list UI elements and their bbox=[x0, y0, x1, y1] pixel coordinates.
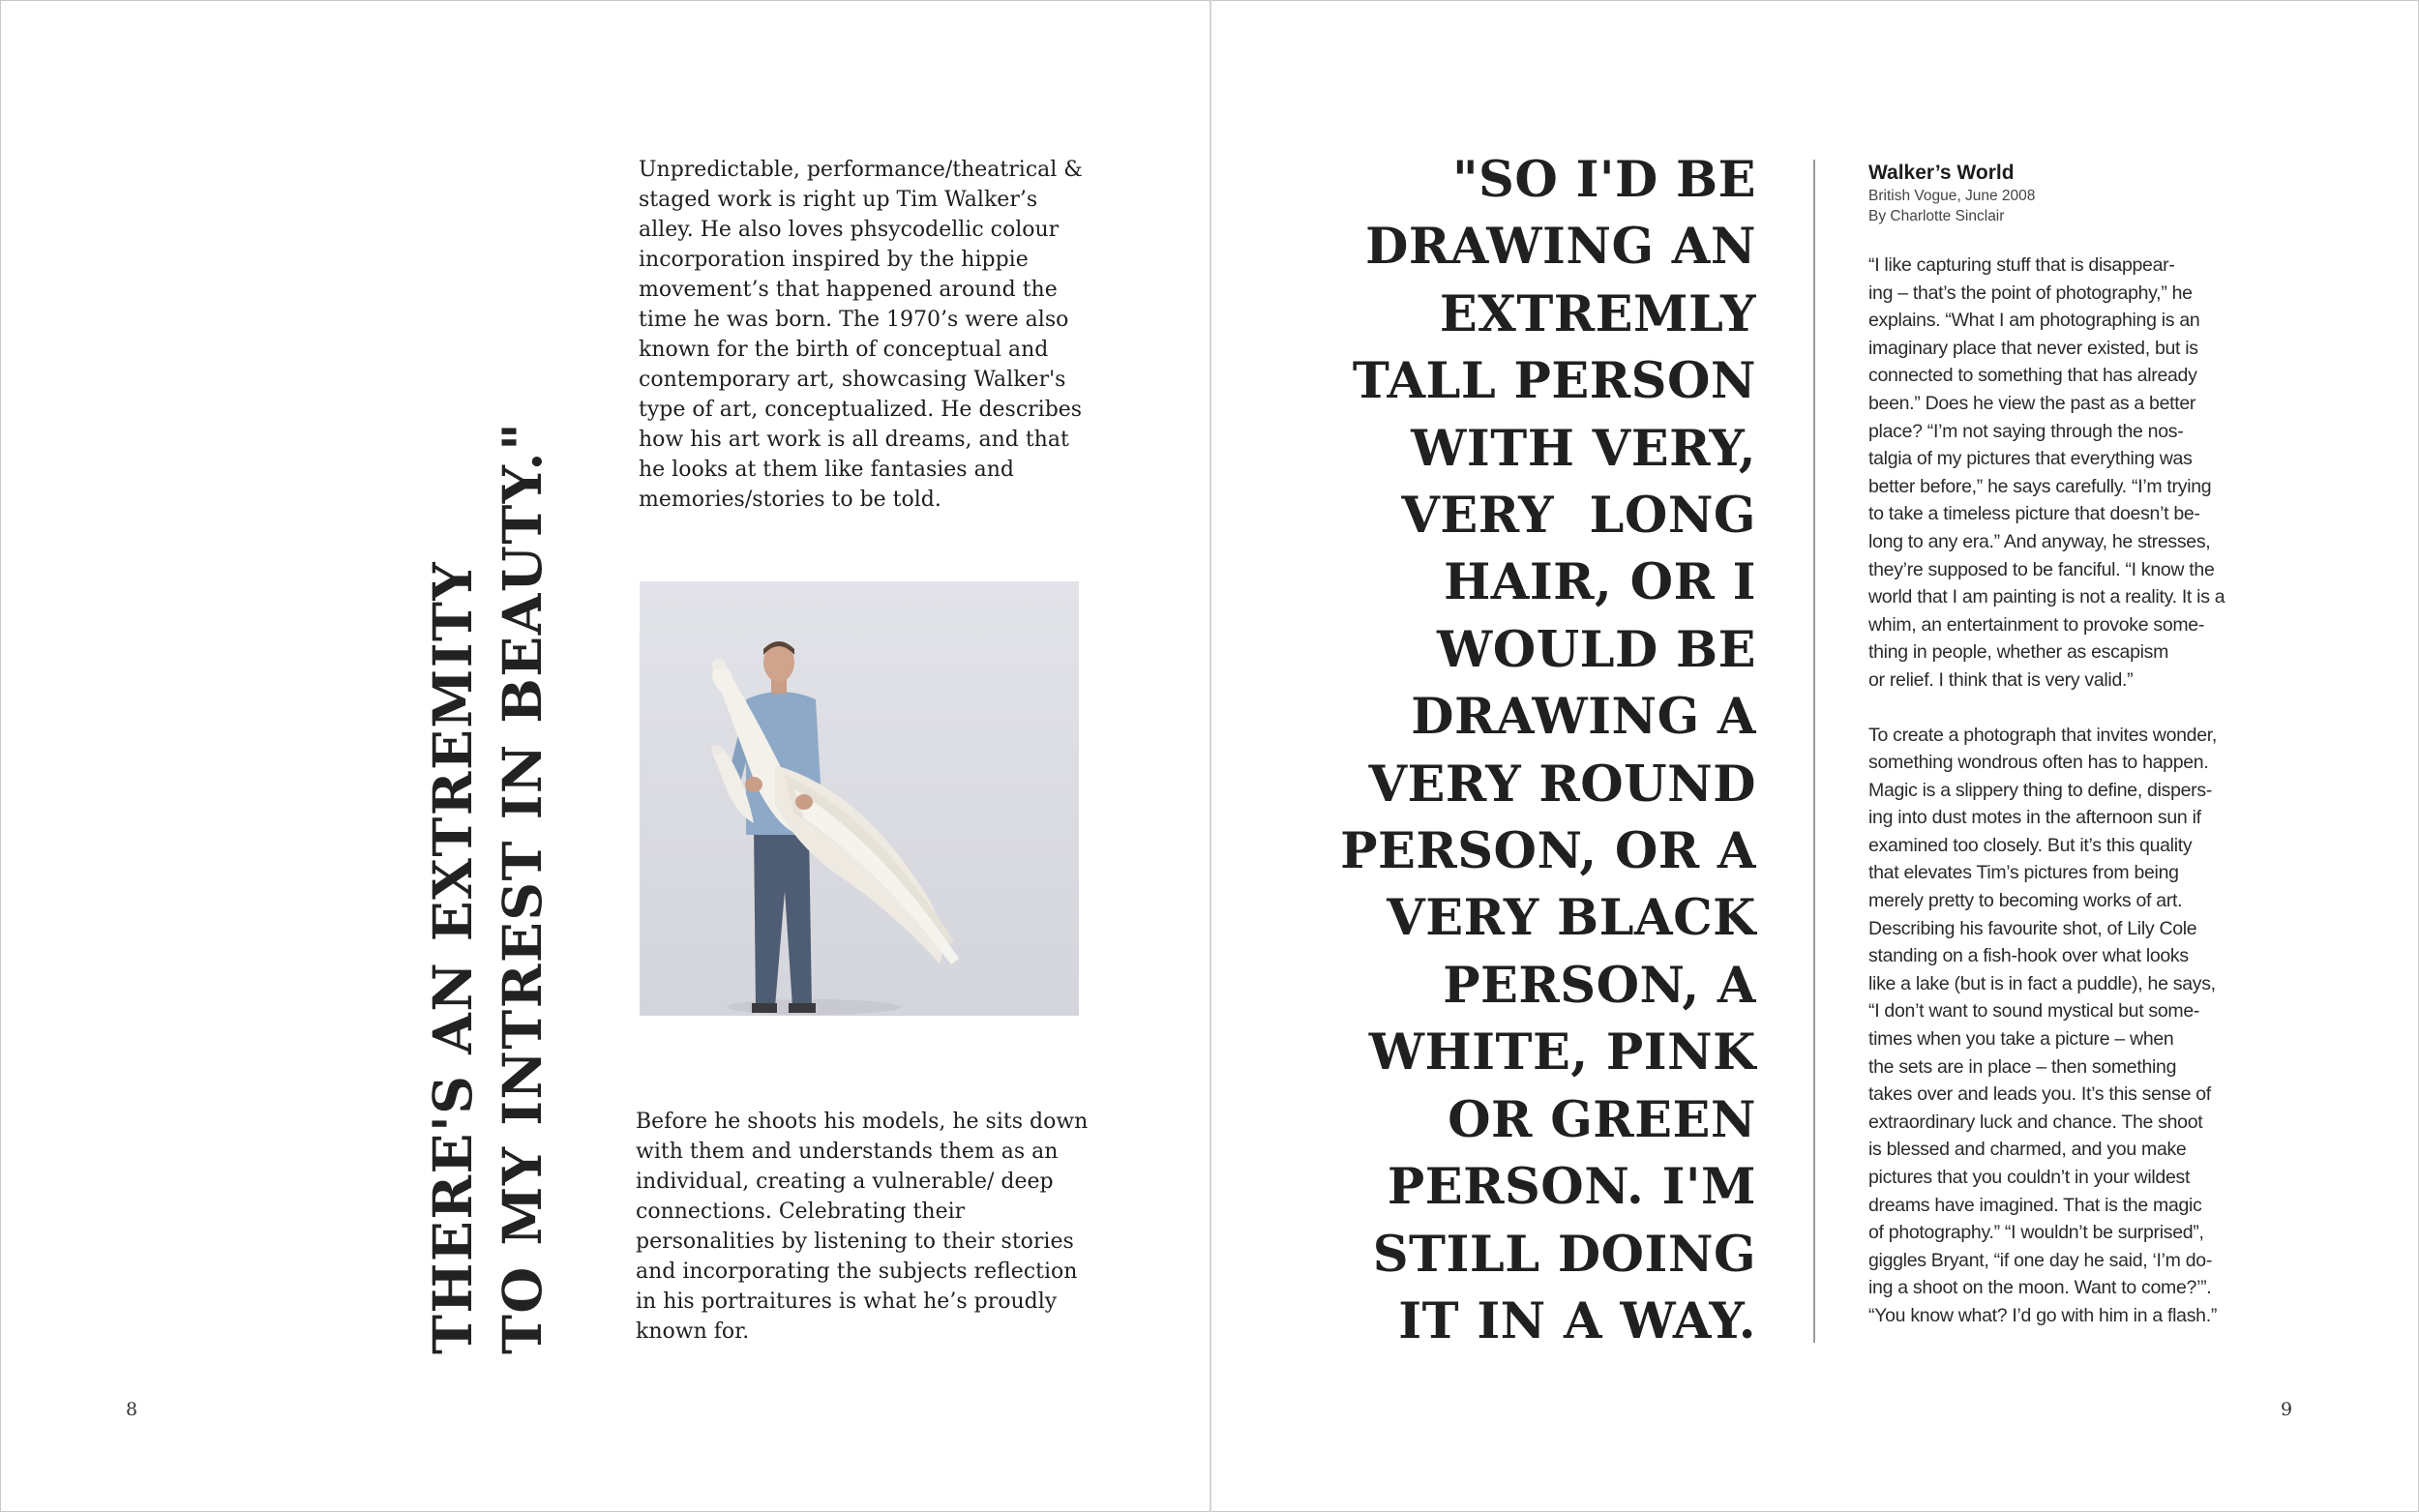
sidebar-line: ing a shoot on the moon. Want to come?’”. bbox=[1868, 1277, 2212, 1299]
sidebar-line: whim, an entertainment to provoke some- bbox=[1868, 613, 2205, 636]
sidebar-line: standing on a fish-hook over what looks bbox=[1868, 945, 2189, 967]
sidebar-line: explains. “What I am photographing is an bbox=[1868, 310, 2200, 332]
pull-quote-line: PERSON, A bbox=[1443, 956, 1756, 1015]
sidebar-line: the sets are in place – then something bbox=[1868, 1055, 2177, 1078]
pull-quote-line: EXTREMLY bbox=[1439, 284, 1756, 343]
pull-quote-line: VERY ROUND bbox=[1368, 755, 1756, 814]
sidebar-line: “I don’t want to sound mystical but some- bbox=[1868, 1000, 2200, 1023]
sidebar-line: that elevates Tim’s pictures from being bbox=[1868, 862, 2179, 884]
body-paragraph-top: Unpredictable, performance/theatrical & staged work is right up Tim Walker’s alley. He also loves phsycodellic colour incorporation inspired by the hippie movement’s that happened around the time he was born. The 1970’s were also known for the birth of conceptual and contemporary art, showcasing Walker's type of art, conceptualized. He describes how his art work is all dreams, and that he looks at them like fantasies and memories/stories to be told. bbox=[639, 158, 1083, 512]
body-paragraph-bottom: Before he shoots his models, he sits down with them and understands them as an individual, creating a vulnerable/ deep connections. Celebrating their personalities by listening to their stories and incorporating the subjects reflection in his portraitures is what he’s proudly known for. bbox=[636, 1110, 1089, 1344]
sidebar-line: or relief. I think that is very valid.” bbox=[1868, 668, 2134, 691]
sidebar-line: been.” Does he view the past as a better bbox=[1868, 392, 2196, 414]
sidebar-line: Describing his favourite shot, of Lily Cole bbox=[1868, 917, 2197, 939]
sidebar-line: Magic is a slippery thing to define, dispers- bbox=[1868, 779, 2213, 801]
sidebar-line: ing – that’s the point of photography,” he bbox=[1868, 282, 2193, 304]
sidebar-publication: British Vogue, June 2008 bbox=[1868, 188, 2036, 204]
sidebar-article bbox=[1868, 161, 2275, 1330]
sidebar-line: is blessed and charmed, and you make bbox=[1868, 1139, 2187, 1161]
headline-line-2: TO MY INTREST IN BEAUTY." bbox=[491, 421, 553, 1354]
page-number-left: 8 bbox=[126, 1399, 138, 1420]
pull-quote-line: DRAWING AN bbox=[1365, 218, 1756, 277]
pull-quote-line: PERSON. I'M bbox=[1387, 1158, 1756, 1217]
pull-quote-line: WHITE, PINK bbox=[1368, 1023, 1756, 1082]
sidebar-line: talgia of my pictures that everything was bbox=[1868, 448, 2193, 470]
sidebar-paragraph-2 bbox=[1868, 722, 2275, 1330]
vertical-headline bbox=[418, 421, 557, 1354]
pull-quote-line: WITH VERY, bbox=[1411, 419, 1756, 478]
sidebar-line: they’re supposed to be fanciful. “I know the bbox=[1868, 558, 2215, 580]
sidebar-line: imaginary place that never existed, but is bbox=[1868, 337, 2198, 359]
sidebar-line: thing in people, whether as escapism bbox=[1868, 641, 2169, 664]
pull-quote-line: OR GREEN bbox=[1448, 1090, 1756, 1149]
pull-quote-line: HAIR, OR I bbox=[1444, 553, 1756, 612]
pull-quote bbox=[1287, 147, 1756, 1355]
sidebar-byline: By Charlotte Sinclair bbox=[1868, 208, 2005, 224]
sidebar-line: extraordinary luck and chance. The shoot bbox=[1868, 1111, 2203, 1133]
sidebar-line: examined too closely. But it’s this quality bbox=[1868, 834, 2193, 856]
column-divider bbox=[1813, 160, 1815, 1343]
sidebar-line: of photography.” “I wouldn’t be surprised”, bbox=[1868, 1222, 2204, 1244]
pull-quote-line: DRAWING A bbox=[1411, 688, 1756, 747]
sidebar-line: better before,” he says carefully. “I’m trying bbox=[1868, 475, 2212, 497]
sidebar-line: “You know what? I’d go with him in a flash.” bbox=[1868, 1304, 2218, 1326]
sidebar-line: To create a photograph that invites wonder, bbox=[1868, 724, 2218, 746]
sidebar-paragraph-1 bbox=[1868, 252, 2275, 695]
sidebar-line: ing into dust motes in the afternoon sun if bbox=[1868, 807, 2201, 829]
pull-quote-line: "SO I'D BE bbox=[1451, 151, 1756, 209]
sidebar-line: times when you take a picture – when bbox=[1868, 1028, 2174, 1051]
sidebar-line: dreams have imagined. That is the magic bbox=[1868, 1194, 2202, 1216]
portrait-illustration bbox=[640, 581, 1079, 1016]
portrait-photo bbox=[640, 581, 1079, 1016]
pull-quote-line: STILL DOING bbox=[1372, 1225, 1756, 1284]
sidebar-line: connected to something that has already bbox=[1868, 365, 2197, 387]
pull-quote-line: TALL PERSON bbox=[1352, 352, 1756, 411]
pull-quote-line: PERSON, OR A bbox=[1340, 822, 1756, 881]
pull-quote-line: WOULD BE bbox=[1437, 620, 1756, 679]
sidebar-line: giggles Bryant, “if one day he said, ‘I’m do- bbox=[1868, 1249, 2213, 1271]
sidebar-line: to take a timeless picture that doesn’t be- bbox=[1868, 503, 2200, 525]
pull-quote-line: IT IN A WAY. bbox=[1398, 1291, 1756, 1350]
sidebar-line: merely pretty to becoming works of art. bbox=[1868, 890, 2183, 912]
sidebar-line: “I like capturing stuff that is disappear- bbox=[1868, 254, 2175, 276]
sidebar-line: world that I am painting is not a reality. It is a bbox=[1868, 586, 2225, 608]
page-number-right: 9 bbox=[2281, 1399, 2293, 1420]
sidebar-line: something wondrous often has to happen. bbox=[1868, 752, 2209, 774]
pull-quote-line: VERY LONG bbox=[1401, 487, 1756, 546]
sidebar-line: takes over and leads you. It’s this sense of bbox=[1868, 1083, 2211, 1106]
sidebar-title: Walker’s World bbox=[1868, 162, 2015, 184]
page-spine bbox=[1210, 0, 1211, 1512]
sidebar-line: place? “I’m not saying through the nos- bbox=[1868, 420, 2184, 442]
sidebar-line: long to any era.” And anyway, he stresses, bbox=[1868, 530, 2211, 552]
headline-line-1: THERE'S AN EXTREMITY bbox=[421, 560, 484, 1354]
pull-quote-line: VERY BLACK bbox=[1387, 889, 1756, 948]
sidebar-line: like a lake (but is in fact a puddle), he says, bbox=[1868, 972, 2216, 994]
sidebar-line: pictures that you couldn’t in your wildest bbox=[1868, 1167, 2191, 1188]
